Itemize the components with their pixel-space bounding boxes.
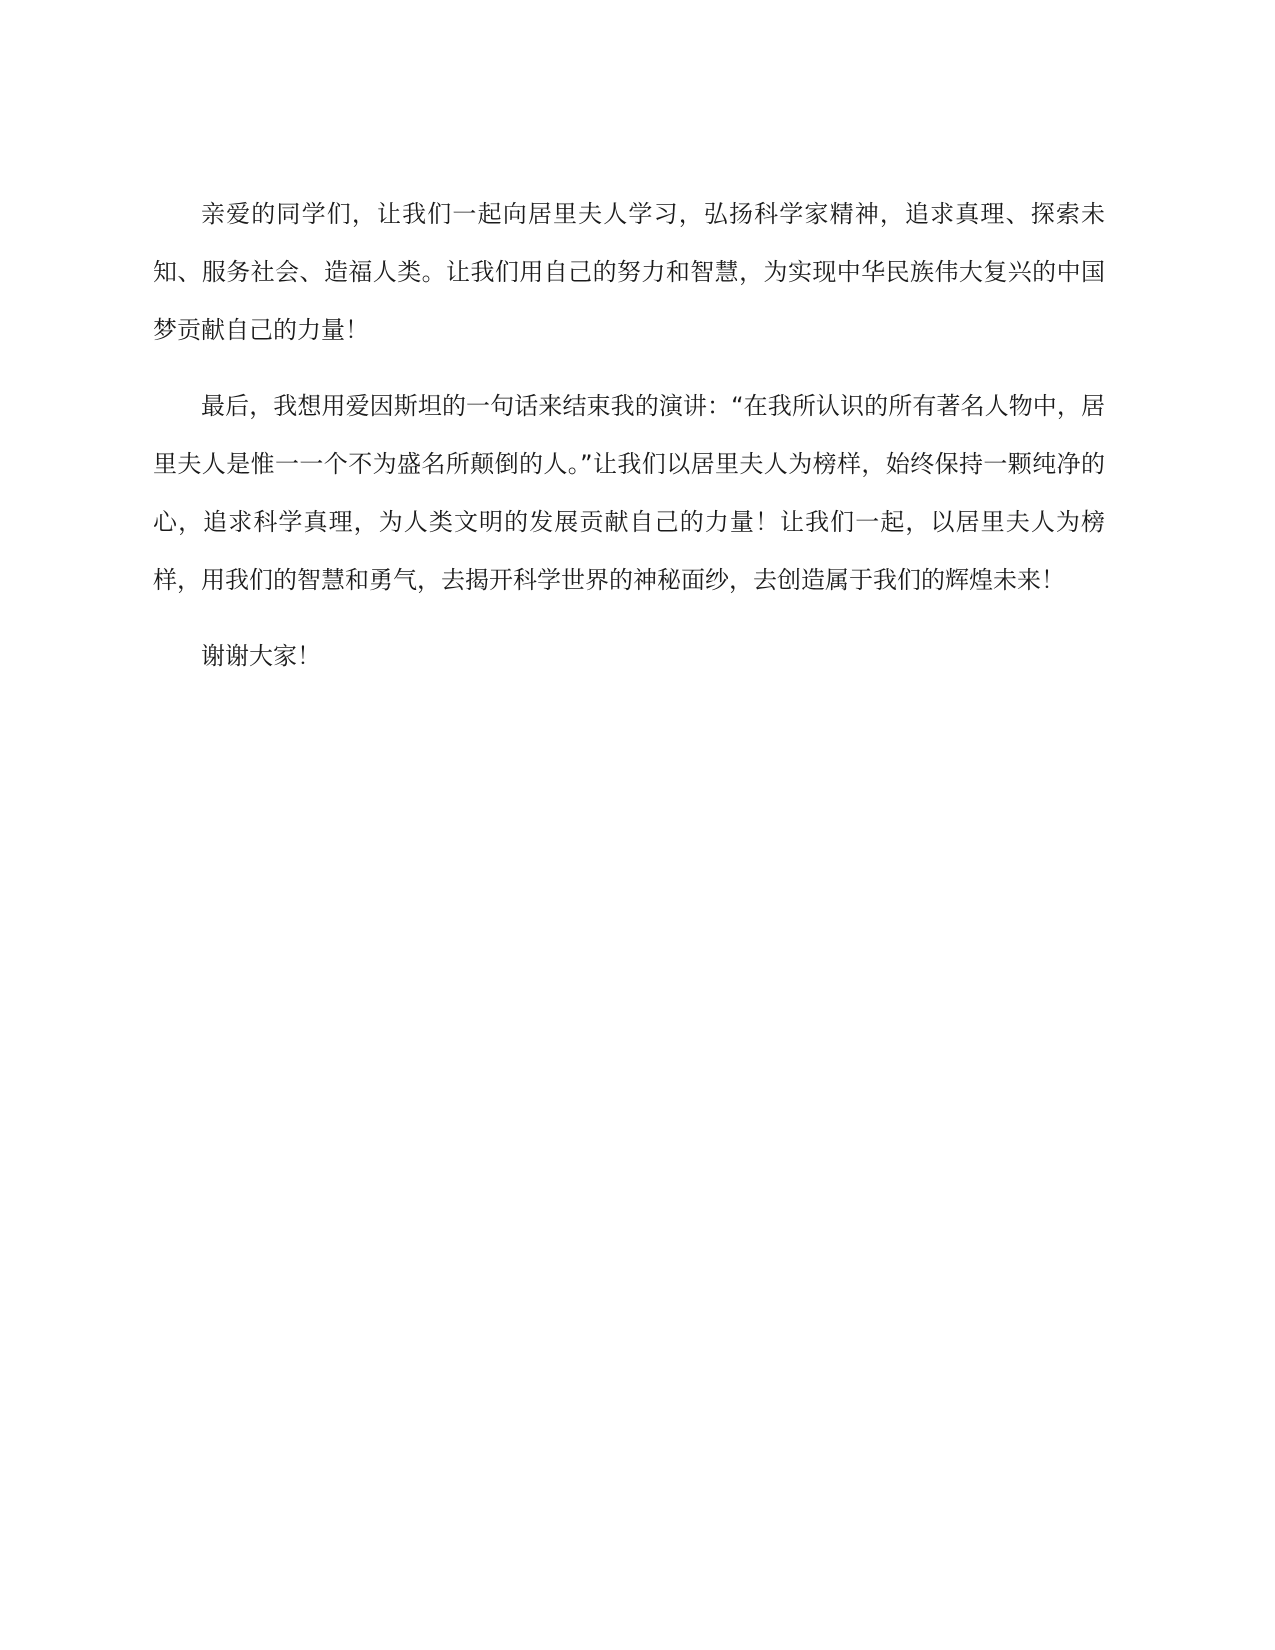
paragraph-einstein-quote: 最后，我想用爱因斯坦的一句话来结束我的演讲：“在我所认识的所有著名人物中，居里夫人是惟一一个不为盛名所颠倒的人。”让我们以居里夫人为榜样，始终保持一颗纯净的心，追求科学真理，为人类文明的发展贡献自己的力量！让我们一起，以居里夫人为榜样，用我们的智慧和勇气，去揭开科学世界的神秘面纱，去创造属于我们的辉煌未来！: [153, 392, 1105, 594]
paragraph-thanks: 谢谢大家！: [201, 642, 321, 670]
paragraph-closing-call: 亲爱的同学们，让我们一起向居里夫人学习，弘扬科学家精神，追求真理、探索未知、服务社会、造福人类。让我们用自己的努力和智慧，为实现中华民族伟大复兴的中国梦贡献自己的力量！: [153, 200, 1105, 344]
document-page: [153, 185, 1105, 685]
